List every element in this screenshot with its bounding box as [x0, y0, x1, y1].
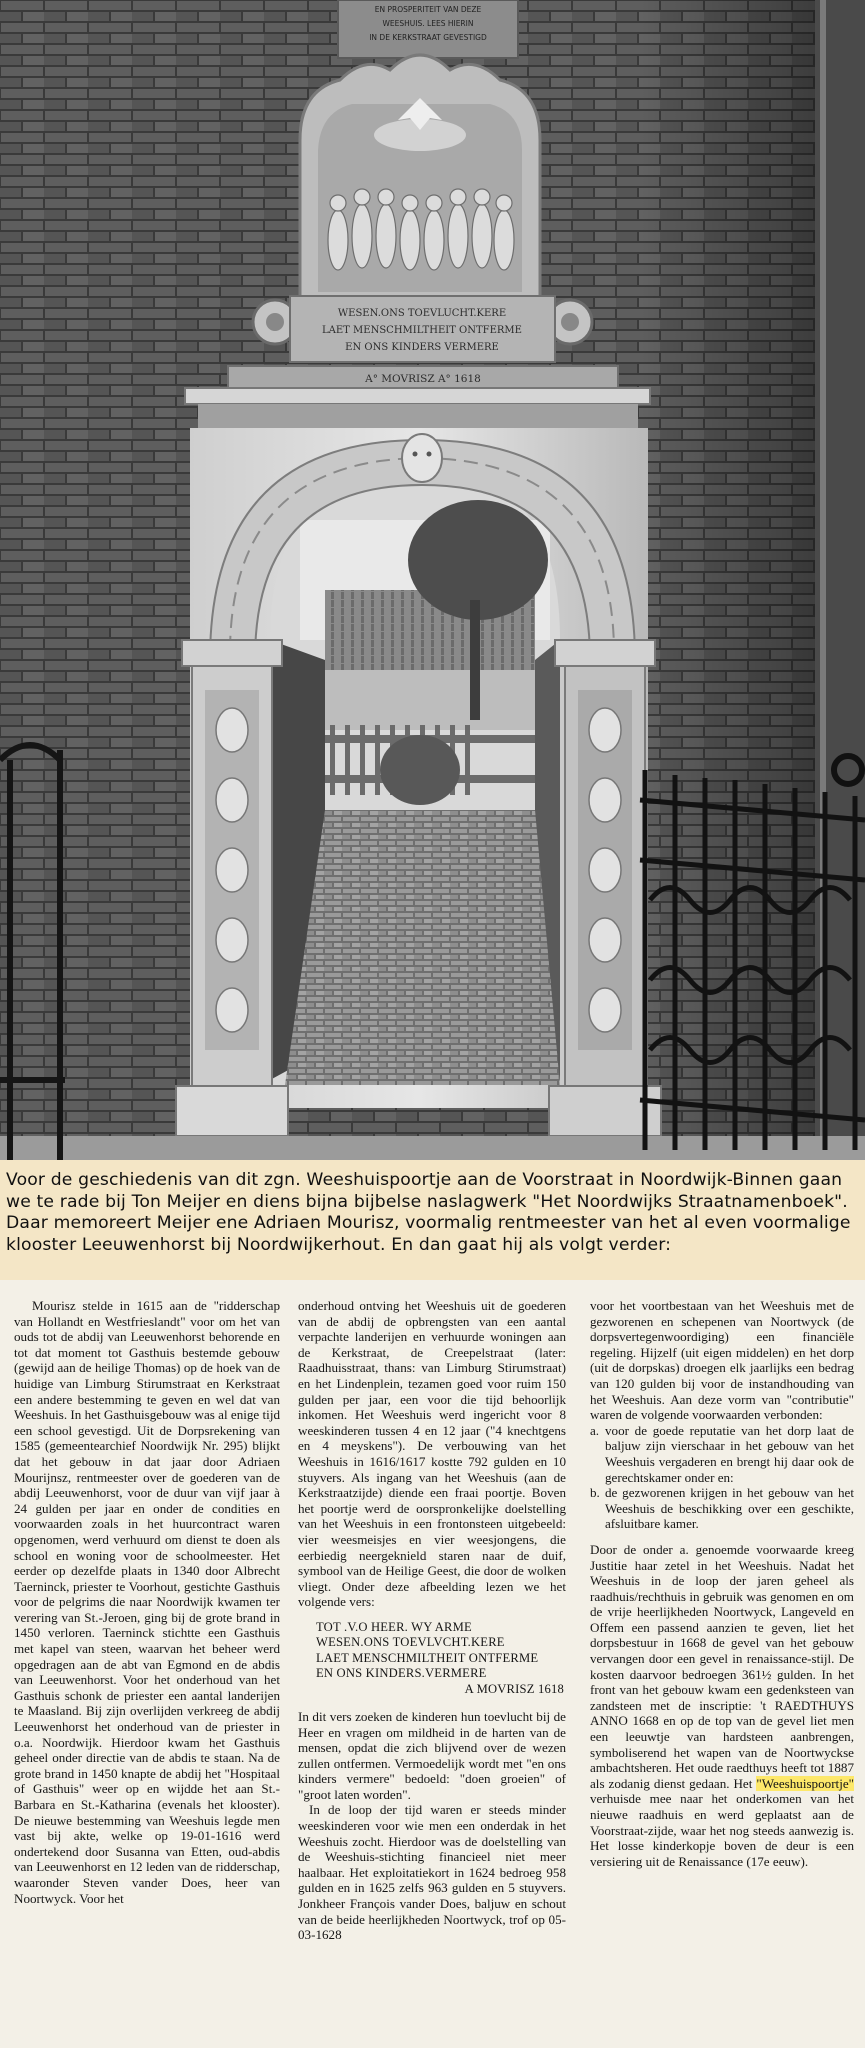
article-column-3	[590, 1298, 854, 1869]
paragraph: voor het voortbestaan van het Weeshuis met de gezworenen en schepenen van Noortwyck (de dorpsvertegenwoordiging) een financiële regeling. Hijzelf (uit eigen middelen) en het dorp (uit de dorpskas) droegen elk jaarlijks een bedrag van 120 gulden bij voor de instandhouding van het Weeshuis. Aan deze vorm van "contributie" waren de volgende voorwaarden verbonden:	[590, 1298, 854, 1423]
list-item-text: de gezworenen krijgen in het gebouw van het Weeshuis de beschikking over een geschikte, afsluitbare kamer.	[605, 1485, 854, 1532]
verse-signature: A MOVRISZ 1618	[464, 1681, 564, 1696]
paragraph	[590, 1542, 854, 1869]
list-item-text: voor de goede reputatie van het dorp laat de baljuw zijn vierschaar in het gebouw van het Weeshuis vergaderen en brengt hij daar ook de gerechtskamer onder en:	[605, 1422, 854, 1485]
caption-text: Voor de geschiedenis van dit zgn. Weeshuispoortje aan de Voorstraat in Noordwijk-Binnen gaan we te rade bij Ton Meijer en diens bijna bijbelse naslagwerk "Het Noordwijks Straatnamenboek". Daar memoreert Meijer ene Adriaen Mourisz, voormalig rentmeester van het al even voormalige klooster Leeuwenhorst bij Noordwijkerhout. En dan gaat hij als volgt verder:	[6, 1170, 851, 1255]
doorway-surround	[176, 428, 661, 1136]
paragraph: onderhoud ontving het Weeshuis uit de goederen van de abdij de opbrengsten van een aantal verpachte landerijen en verhuurde woningen aan de Kerkstraat, de Creepelstraat (later: Raadhuisstraat, thans: van Limburg Stirumstraat) en het Lindenplein, tezamen goed voor ruim 150 gulden per jaar, een voor die tijd behoorlijk inkomen. Het Weeshuis werd ingericht voor 8 weeskinderen tussen 4 en 12 jaar ("4 knechtgens en 4 meyskens"). De verbouwing van het Weeshuis in 1616/1617 kostte 792 gulden en 10 stuyvers. Als ingang van het Weeshuis (aan de Kerkstraatzijde) diende een fraai poortje. Boven het poortje werd de oorspronkelijke doelstelling van het Weeshuis in een frontonsteen uitgebeeld: vier weesmeisjes en vier weesjongens, die eerbiedig neergeknield staren naar de duif, symbool van de Heilige Geest, die door de wolken vliegt. Onder deze afbeelding lezen we het volgende vers:	[298, 1298, 566, 1610]
verse-quote	[298, 1620, 566, 1697]
relief-pediment	[300, 55, 540, 300]
highlighted-term: "Weeshuispoortje"	[756, 1775, 854, 1791]
list-marker: b.	[590, 1485, 600, 1501]
paragraph-text: verhuisde mee naar het onderkomen van het nieuwe raadhuis en werd geplaatst aan de Voorstraat-zijde, waar het nog steeds aanwezig is. Het losse kinderkopje boven de deur is een versiering uit de Renaissance (17e eeuw).	[590, 1791, 854, 1869]
paragraph: In dit vers zoeken de kinderen hun toevlucht bij de Heer en vragen om mildheid in de harten van de mensen, opdat die zich blijvend over de wezen zullen ontfermen. Vermoedelijk wordt met "en ons kinders vermere" bedoeld: "doen groeien" of "groot laten worden".	[298, 1708, 566, 1802]
plaque-line: EN ONS KINDERS VERMERE	[345, 342, 499, 353]
list-marker: a.	[590, 1422, 600, 1438]
paragraph: Mourisz stelde in 1615 aan de "ridderschap van Hollandt en Westfrieslandt" voor om het van ouds tot de abdij van Leeuwenhorst behorende en tot dat moment tot Gasthuis bestemde gebouw (gewijd aan de heilige Thomas) op de hoek van de huidige van Limburg Stirumstraat en Kerkstraat een andere bestemming te geven en wel dat van Weeshuis. In het Gasthuisgebouw was al enige tijd een school gevestigd. Uit de Dorpsrekening van 1585 (gemeentearchief Noordwijk Nr. 295) blijkt dat het gebouw in dat jaar door Adriaen Mourijnsz, rentmeester over de goederen van de abdij Leeuwenhorst, voor de duur van vijf jaar à 24 gulden per jaar en onder de condities en voorwaarden zoals in het huurcontract waren opgenomen, werd verhuurd om dienst te doen als school en woning voor de schoolmeester. Het eerder op dezelfde plaats in 1340 door Albrecht Taerninck, priester te Voorhout, gestichte Gasthuis voor de pelgrims die naar Noordwijk kwamen ter verering van St.-Jeroen, ging bij de grote brand in 1450 verloren. Taerninck stichtte een Gasthuis met kapel van steen, waarvan het beheer werd opgedragen aan de abt van Egmond en de abdis van Leeuwenhorst. Voor het onderhoud van het Gasthuis schonk de priester een aantal landerijen te Maasland. Bij zijn overlijden verkreeg de abdij Leeuwenhorst het onderhoud van de priester in o.a. Noordwijk. Hierdoor kwam het Gasthuis geheel onder directie van de abdis te staan. Na de grote brand in 1450 knapte de abdij het "Hospitaal of Gasthuis" weer op en wijdde het aan St.-Barbara en St.-Katharina (evenals het klooster). De nieuwe bestemming van Weeshuis legde men vast bij akte, welke op 19-01-1616 werd ondertekend door Susanna van Etten, oud-abdis van Leeuwenhorst en 12 leden van de ridderschap, waaronder Steven vander Does, heer van Noortwyck. Voor het	[14, 1298, 280, 1906]
top-sign-line: IN DE KERKSTRAAT GEVESTIGD	[369, 33, 487, 42]
verse-line: TOT .V.O HEER. WY ARME	[316, 1619, 472, 1634]
verse-line: LAET MENSCHMILTHEIT ONTFERME	[316, 1650, 539, 1665]
top-sign-line: EN PROSPERITEIT VAN DEZE	[374, 5, 482, 14]
list-item	[590, 1485, 854, 1532]
conditions-list	[590, 1423, 854, 1532]
verse-line: WESEN.ONS TOEVLVCHT.KERE	[316, 1635, 505, 1650]
article-column-1	[14, 1298, 280, 1906]
inscription-plaque	[228, 296, 618, 388]
list-item	[590, 1423, 854, 1485]
plaque-line: LAET MENSCHMILTHEIT ONTFERME	[322, 325, 522, 336]
verse-line: EN ONS KINDERS.VERMERE	[316, 1666, 487, 1681]
article-column-2	[298, 1298, 566, 1943]
paragraph-text: Door de onder a. genoemde voorwaarde kreeg Justitie haar zetel in het Weeshuis. Nadat het Weeshuis in de loop der jaren geheel als raadhuis/rechthuis in gebruik was genomen en om de vrije heerlijkheden Noortwyck, Langeveld en Offem een passend aanzien te geven, liet het dorpsbestuur in 1668 de gevel van het gebouw vervangen door een gevel in renaissance-stijl. De kosten daarvoor bedroegen 361½ gulden. In het front van het gebouw kwam een gedenksteen van zandsteen met de inscriptie: 't RAEDTHUYS ANNO 1668 en op de top van de gevel liet men een leeuwtje van hardsteen aanbrengen, symboliserend het wapen van de Noortwyckse ambachtsheren. Het oude raedthuys heeft tot 1887 als zodanig dienst gedaan. Het	[590, 1541, 854, 1791]
plaque-signature: A° MOVRISZ A° 1618	[365, 373, 481, 385]
article-clipping	[0, 1280, 865, 2048]
paragraph: In de loop der tijd waren er steeds minder weeskinderen voor wie men een onderdak in het Weeshuis zocht. Hierdoor was de doelstelling van de Weeshuis-stichting financieel niet meer haalbaar. Het exploitatiekort in 1624 bedroeg 958 gulden en in 1625 zelfs 963 gulden en 5 stuyvers. Jonkheer François vander Does, baljuw en schout van de beide heerlijkheden Noortwyck, trof op 05-03-1628	[298, 1802, 566, 1943]
photo-caption	[0, 1160, 865, 1280]
plaque-line: WESEN.ONS TOEVLUCHT.KERE	[337, 308, 507, 319]
top-sign-line: WEESHUIS. LEES HIERIN	[382, 19, 474, 28]
